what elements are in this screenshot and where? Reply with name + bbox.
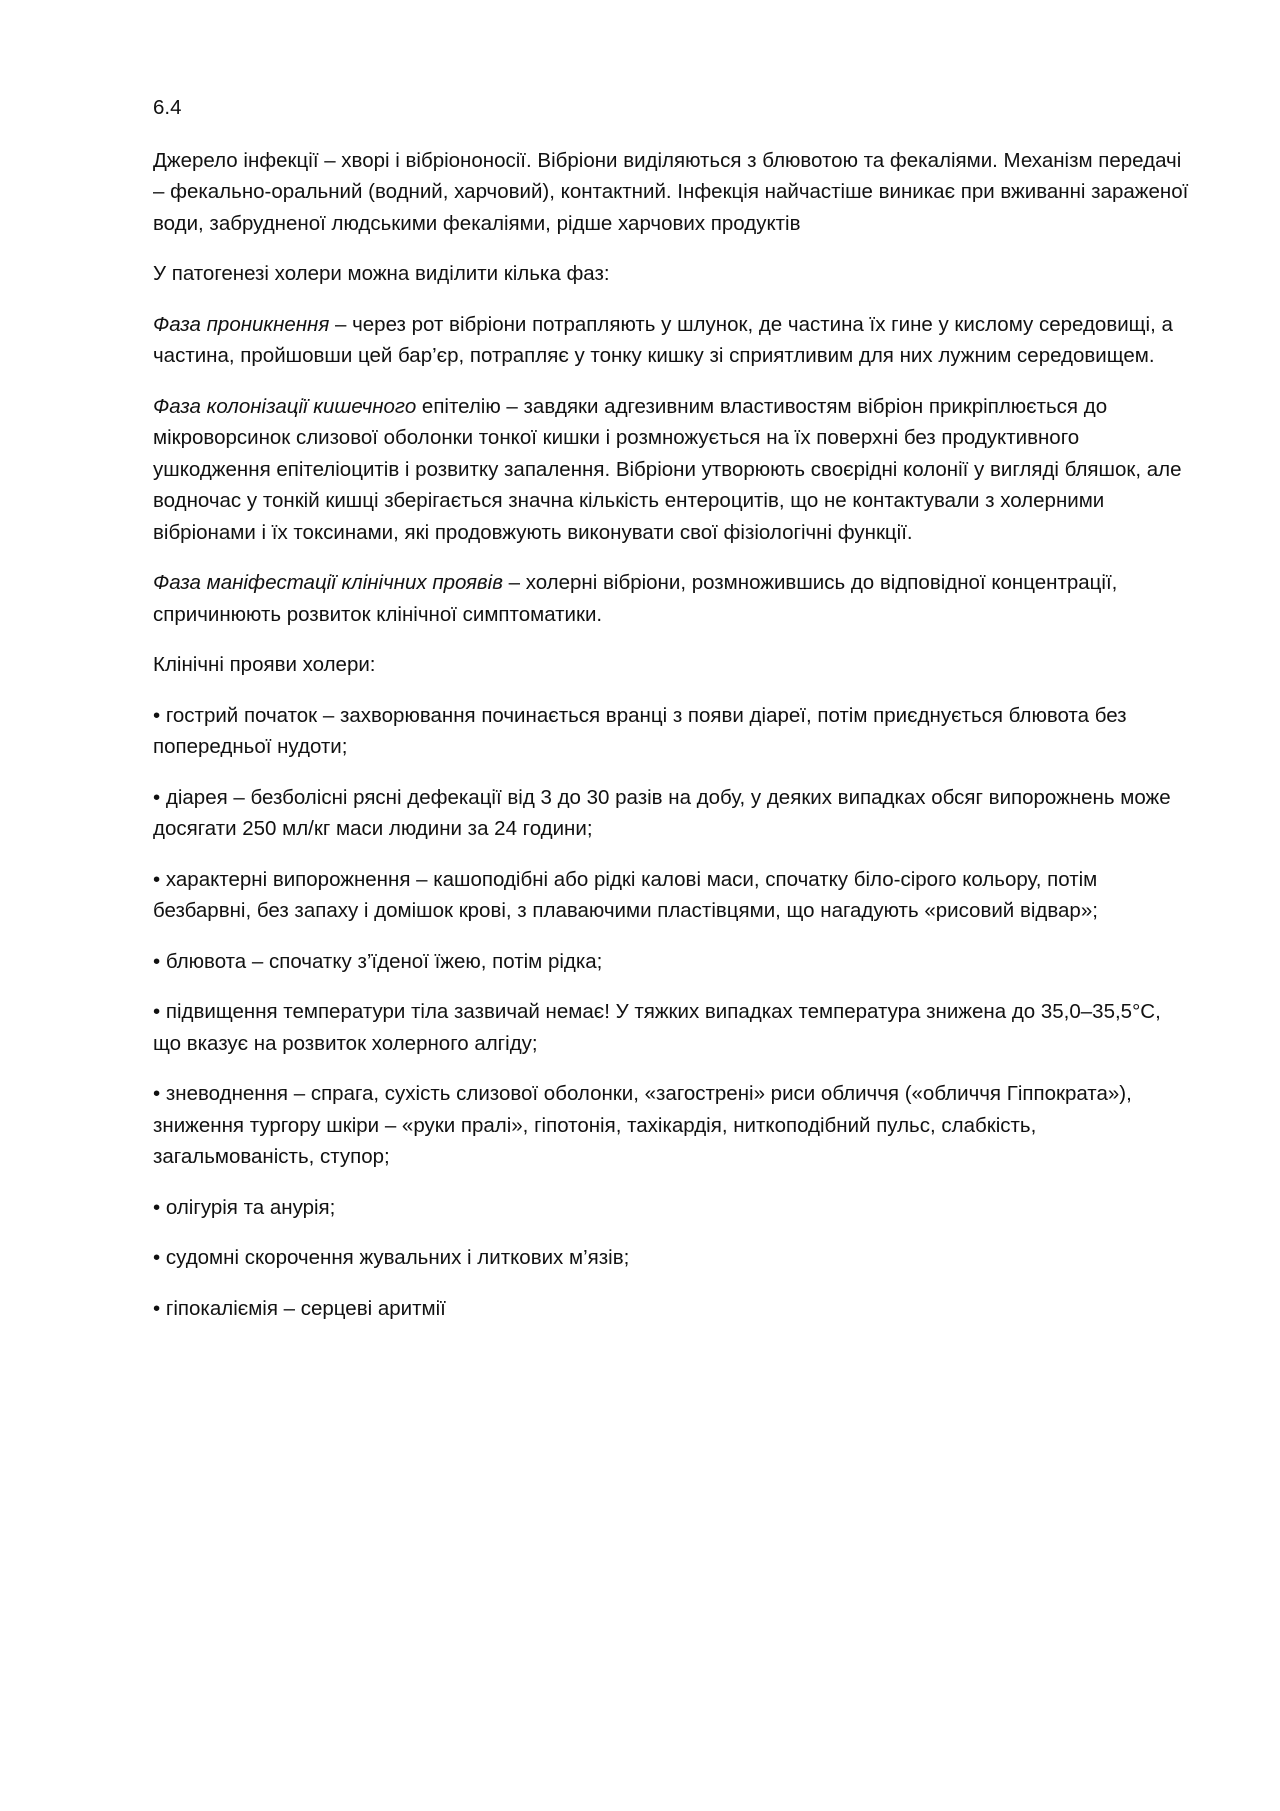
phase-text: – через рот вібріони потрапляють у шлунок, де частина їх гине у кислому середовищі, а частина, пройшовши цей бар’єр, потрапляє у тонку кишку зі сприятливим для них лужним середовищем.: [153, 312, 1173, 367]
document-page: [153, 92, 1193, 1343]
phase-title: Фаза колонізації кишечного: [153, 394, 417, 418]
phase-title: Фаза маніфестації клінічних проявів: [153, 571, 503, 594]
list-item: • судомні скорочення жувальних і литкових м’язів;: [153, 1246, 630, 1269]
phase-title: Фаза проникнення: [153, 312, 330, 336]
list-item: • підвищення температури тіла зазвичай немає! У тяжких випадках температура знижена до 35,0–35,5°С, що вказує на розвиток холерного алгіду;: [153, 1000, 1161, 1055]
list-item: • діарея – безболісні рясні дефекації від 3 до 30 разів на добу, у деяких випадках обсяг випорожнень може досягати 250 мл/кг маси людини за 24 години;: [153, 785, 1171, 840]
list-item: • олігурія та анурія;: [153, 1195, 336, 1219]
phase-paragraph: [153, 567, 1193, 630]
intro-paragraph: Джерело інфекції – хворі і вібріононосії. Вібріони виділяються з блювотою та фекаліями. Механізм передачі – фекально-оральний (водний, харчовий), контактний. Інфекція найчастіше виникає при вживанні зараженої води, забрудненої людськими фекаліями, рідше харчових продуктів: [153, 148, 1189, 235]
phase-paragraph: [153, 391, 1193, 549]
clinical-heading: Клінічні прояви холери:: [153, 653, 376, 676]
section-number: 6.4: [153, 96, 182, 119]
list-item: • характерні випорожнення – кашоподібні або рідкі калові маси, спочатку біло-сірого кольору, потім безбарвні, без запаху і домішок крові, з плаваючими пластівцями, що нагадують «рисовий відвар»;: [153, 867, 1098, 922]
phase-text: – холерні вібріони, розмножившись до відповідної концентрації, спричинюють розвиток клінічної симптоматики.: [153, 571, 1118, 626]
pathogenesis-heading: У патогенезі холери можна виділити кілька фаз:: [153, 262, 610, 285]
list-item: • гострий початок – захворювання починається вранці з появи діареї, потім приєднується блювота без попередньої нудоти;: [153, 703, 1127, 758]
list-item: • зневоднення – спрага, сухість слизової оболонки, «загострені» риси обличчя («обличчя Гіппократа»), зниження тургору шкіри – «руки пралі», гіпотонія, тахікардія, ниткоподібний пульс, слабкість, загальмованість, ступор;: [153, 1082, 1132, 1168]
list-item: • блювота – спочатку з’їденої їжею, потім рідка;: [153, 949, 603, 973]
list-item: • гіпокаліємія – серцеві аритмії: [153, 1296, 446, 1320]
phase-text: епітелію – завдяки адгезивним властивостям вібріон прикріплюється до мікроворсинок слизової оболонки тонкої кишки і розмножується на їх поверхні без продуктивного ушкодження епітеліоцитів і розвитку запалення. Вібріони утворюють своєрідні колонії у вигляді бляшок, але водночас у тонкій кишці зберігається значна кількість ентероцитів, що не контактували з холерними вібріонами і їх токсинами, які продовжують виконувати свої фізіологічні функції.: [153, 394, 1182, 544]
phase-paragraph: [153, 309, 1193, 372]
clinical-list: [153, 700, 1193, 1325]
